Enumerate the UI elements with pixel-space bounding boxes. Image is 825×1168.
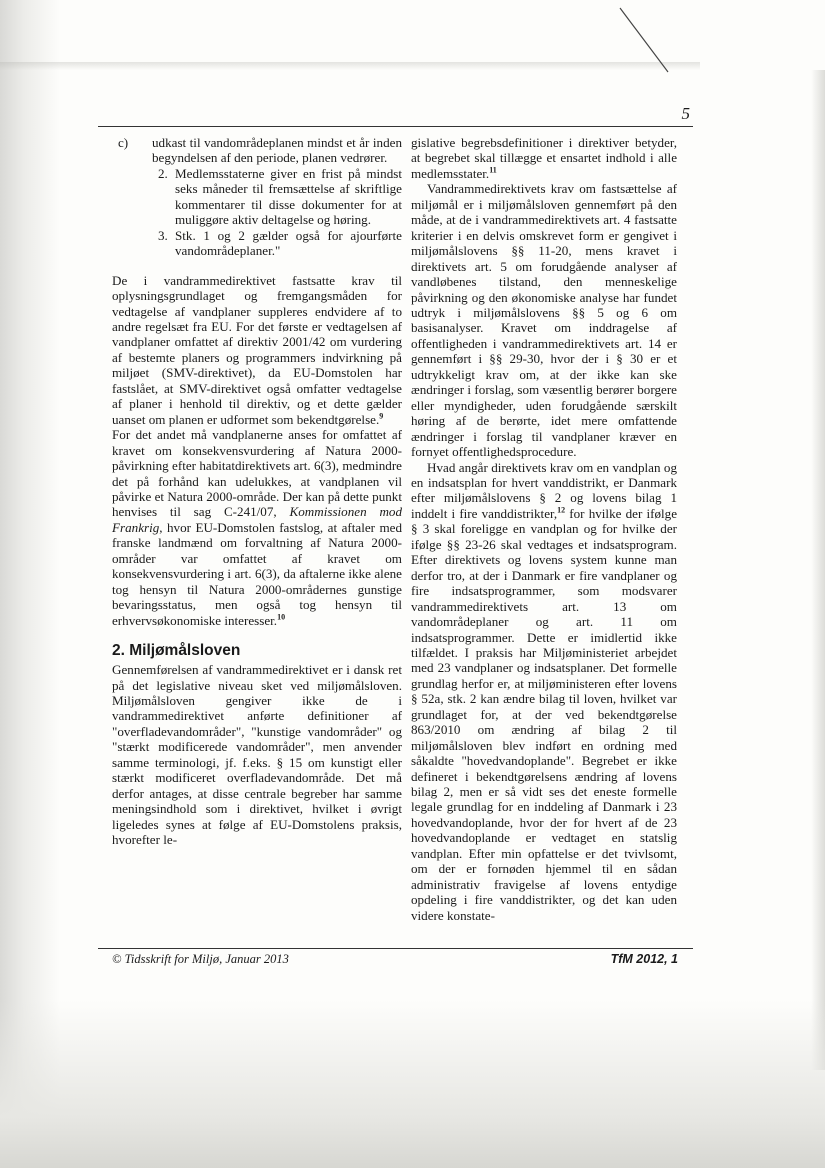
- right-column: [411, 135, 677, 923]
- scan-shadow-left: [0, 0, 60, 1168]
- paragraph-text: , hvor EU-Domstolen fastslog, at aftaler med franske landmænd om forvaltning af Natura 2000-områder var omfattet af kravet om konsekvensvurdering i art. 6(3), da aftalerne ikke alene tog hensyn til Natura 2000-områdernes gunstige bevaringsstatus, men også tog hensyn til erhvervsøkonomiske interesser.: [112, 519, 402, 628]
- paragraph: [112, 427, 402, 628]
- scan-shadow-right: [811, 70, 825, 1070]
- list-text: udkast til vandområdeplanen mindst et år inden begyndelsen af den periode, planen vedrører.: [152, 135, 402, 166]
- section-heading: 2. Miljømålsloven: [112, 642, 241, 660]
- list-label: 2.: [158, 165, 168, 181]
- footer-journal-ref: TfM 2012, 1: [610, 952, 678, 966]
- paragraph-text: De i vandrammedirektivet fastsatte krav til oplysningsgrundlaget og fremgangsmåden for vedtagelse af vandplaner suppleres endvidere af to andre regelsæt fra EU. For det første er vedtagelsen af vandplaner omfattet af direktiv 2001/42 om vurdering af bestemte planers og programmers indvirkning på miljøet (SMV-direktivet), da EU-Domstolen har fastslået, at SMV-direktivet også omfatter vedtagelse af planer i henhold til direktiv, og et dette gælder uanset om planen er udformet som bekendtgørelse.: [112, 272, 402, 427]
- footer-rule: [98, 948, 693, 949]
- left-column: [112, 135, 402, 847]
- footnote-ref: 12: [557, 505, 566, 515]
- paragraph: [411, 460, 677, 924]
- paragraph-text: gislative begrebsdefinitioner i direktiver betyder, at begrebet skal tillægge et ensartet indhold i alle medlemsstater.: [411, 135, 677, 181]
- scan-fold-line: [0, 0, 825, 120]
- list-text: Stk. 1 og 2 gælder også for ajourførte vandområdeplaner.": [175, 227, 402, 259]
- footnote-ref: 11: [489, 165, 497, 175]
- list-item: [158, 166, 402, 228]
- list-label: c): [118, 135, 129, 150]
- paragraph-text: for hvilke der ifølge § 3 skal foreligge en vandplan og for hvilke der ifølge §§ 23-26 skal vedtages et indsatsprogram. Efter direktivets og lovens system kunne man derfor tro, at der i Danmark er fire vandplaner og fire indsatsprogrammer, som modsvarer vandrammedirektivets art. 13 om vandområdeplaner og art. 11 om indsatsprogrammer. Dette er imidlertid ikke tilfældet. I praksis har Miljøministeriet arbejdet med 23 vandplaner og indsatsplaner. Det formelle grundlag herfor er, at miljøministeren efter lovens § 52a, stk. 2 kan ændre bilag til loven, hvilket var grundlaget for, at der ved bekendtgørelse 863/2010 om ændring af bilag 2 til miljømålsloven blev indført en ordning med såkaldte "hovedvandoplande". Begrebet er ikke defineret i bekendtgørelsens ændring af lovens bilag 2, men er så vidt ses det eneste formelle legale grundlag for en inddeling af Danmark i 23 hovedvandoplande, hvor der for hvert af de 23 hovedvandoplande er vedtaget en statslig vandplan. Efter min opfattelse er det tvivlsomt, om der er fornøden hjemmel til en sådan administrativ fravigelse af lovens entydige opdeling i fire vanddistrikter, og det kan uden videre konstate-: [411, 505, 678, 923]
- paragraph-text: Hvad angår direktivets krav om en vandplan og en indsatsplan for hvert vanddistrikt, er Danmark efter miljømålslovens § 2 og lovens bilag 1 inddelt i fire vanddistrikter,: [411, 459, 677, 521]
- sub-list: [140, 166, 402, 259]
- list-item-c: [112, 135, 402, 166]
- footnote-ref: 10: [277, 612, 286, 622]
- paragraph: [112, 273, 402, 428]
- spacer: [112, 259, 402, 273]
- footer-copyright: © Tidsskrift for Miljø, Januar 2013: [112, 952, 289, 966]
- list-text: Medlemsstaterne giver en frist på mindst seks måneder til fremsættelse af skriftlige kommentarer til disse dokumenter for at muliggøre aktiv deltagelse og høring.: [175, 165, 402, 228]
- scan-shadow-bottom: [0, 1000, 825, 1168]
- header-rule: [98, 126, 693, 127]
- paragraph: Gennemførelsen af vandrammedirektivet er i dansk ret på det legislative niveau sket ved miljømålsloven. Miljømålsloven gengiver ikke de i vandrammedirektivet anførte definitioner af "overfladevandområder", "kunstige vandområder" og "stærkt modificerede vandområder", men anvender samme terminologi, jf. f.eks. § 15 om kunstigt eller stærkt modificeret overfladevandområde. Det må derfor antages, at disse centrale begreber har samme meningsindhold som i direktivet, hvilket i øvrigt ligeledes synes at følge af EU-Domstolens praksis, hvorefter le-: [112, 662, 402, 848]
- case-name: Kommissionen mod Frankrig: [112, 504, 403, 535]
- list-label: 3.: [158, 227, 168, 243]
- footnote-ref: 9: [379, 411, 384, 421]
- paragraph: [411, 135, 677, 181]
- paragraph: Vandrammedirektivets krav om fastsættelse af miljømål er i miljømålsloven gennemført på den måde, at de i vandrammedirektivets art. 4 fastsatte kriterier i en delvis omskrevet form er gengivet i miljømålslovens §§ 11-20, mens kravet i direktivets art. 5 om forudgående analyser af vandløbenes tilstand, den menneskelige påvirkning og den økonomiske analyse har fundet udtryk i miljømålslovens §§ 5 og 6 om basisanalyser. Kravet om inddragelse af offentligheden i vandrammedirektivets art. 14 er gennemført i §§ 29-30, hvor der i § 30 er et udtrykkeligt krav om, at der ikke kan ske ændringer i forslag, som væsentlig berører borgere eller myndigheder, uden forudgående særskilt høring af de berørte, idet mere omfattende ændringer i forslag til vandplaner kræver en fornyet offentlighedsprocedure.: [411, 181, 677, 460]
- page-number: 5: [681, 104, 690, 123]
- list-item: [158, 228, 402, 259]
- paragraph-text: For det andet må vandplanerne anses for omfattet af kravet om konsekvensvurdering af Natura 2000-påvirkning efter habitatdirektivets art. 6(3), medmindre det på forhånd kan udelukkes, at vandplanen vil påvirke et Natura 2000-område. Der kan på dette punkt henvises til sag C-241/07,: [112, 427, 402, 520]
